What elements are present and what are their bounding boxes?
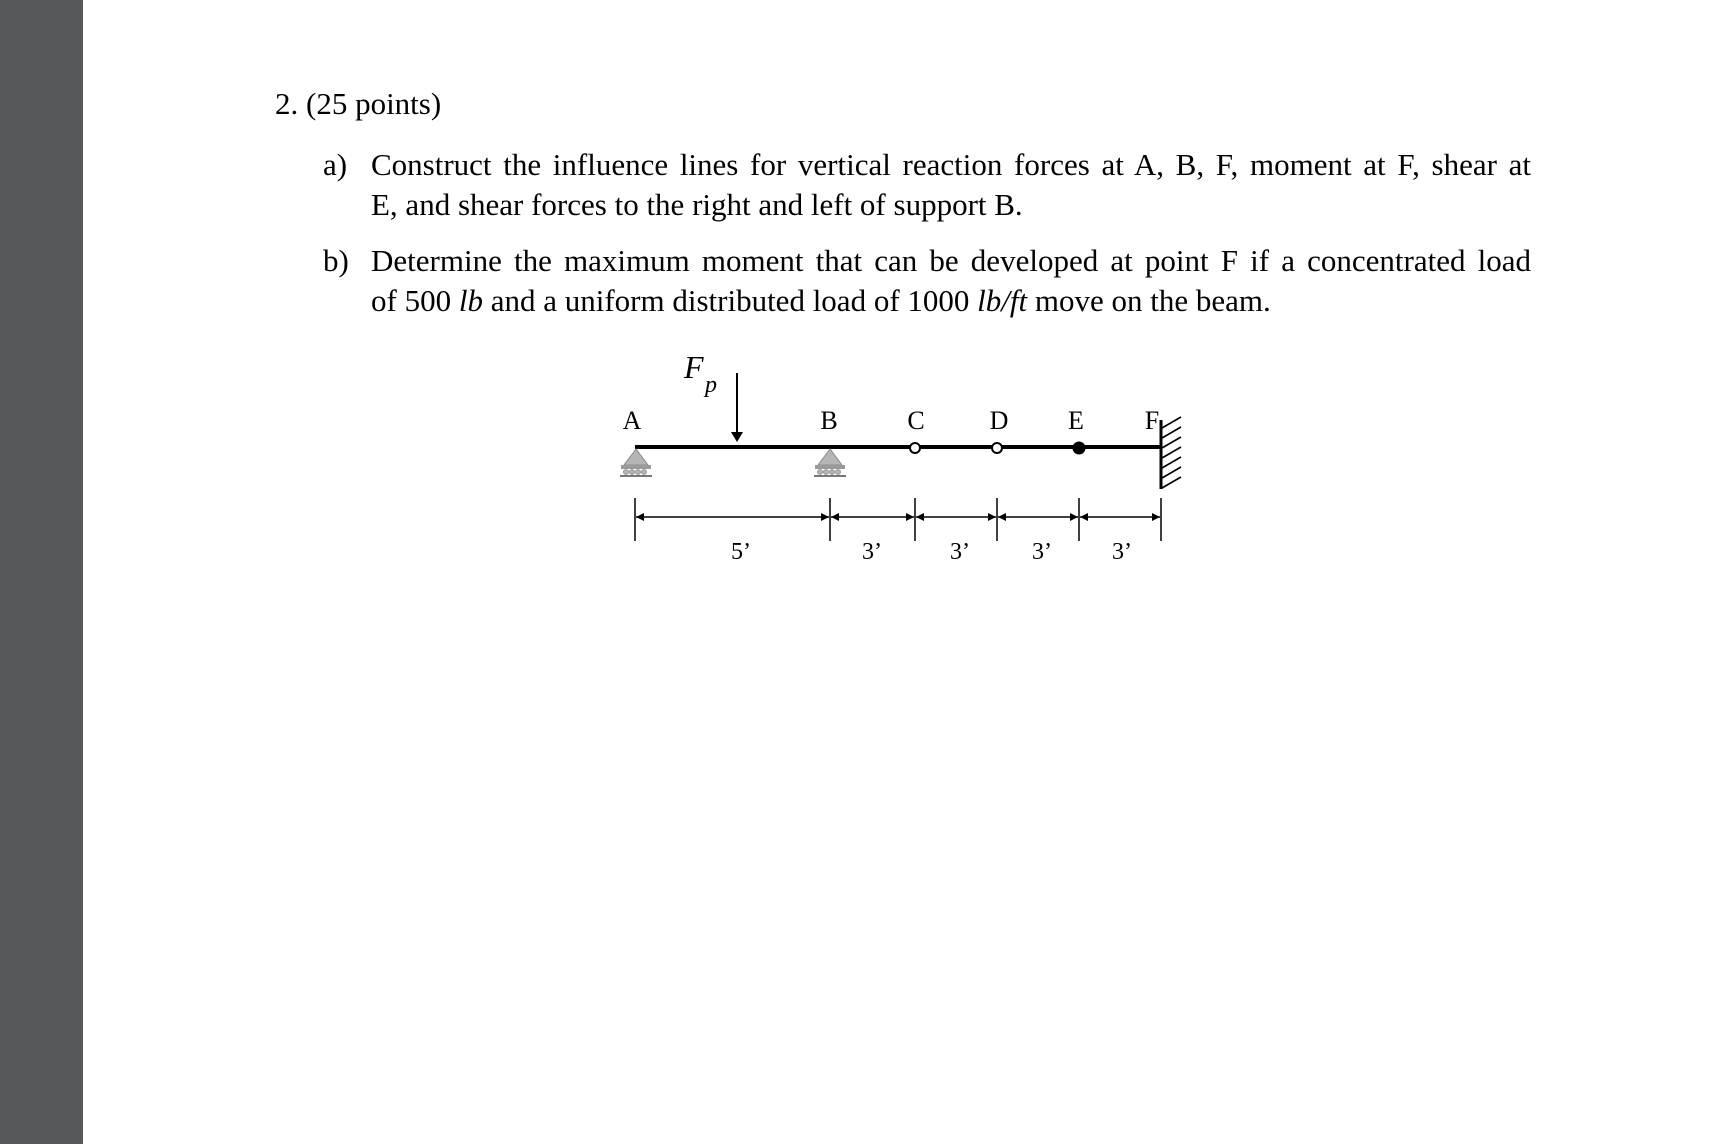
label-C: C [907, 406, 925, 435]
part-a-marker: a) [323, 147, 348, 182]
span-label-BC: 3’ [862, 539, 882, 565]
dimension-lines [635, 498, 1161, 541]
point-E-icon [1073, 442, 1086, 455]
label-D: D [989, 406, 1009, 435]
pin-support-A-icon [620, 449, 652, 476]
span-label-CD: 3’ [950, 539, 970, 565]
roller-support-B-icon [814, 449, 846, 476]
hinge-D-icon [992, 443, 1002, 453]
question-heading: 2. (25 points) [275, 86, 442, 121]
span-label-AB: 5’ [731, 539, 751, 565]
part-b-line-2-start: of 500 [371, 283, 459, 318]
label-F: F [1144, 406, 1160, 435]
part-b-line-2-middle: and a uniform distributed load of 1000 [482, 283, 978, 318]
part-a-line-1: Construct the influence lines for vertical reaction forces at A, B, F, moment at F, shear at [371, 147, 1531, 182]
label-B: B [820, 406, 838, 435]
unit-lb: lb [458, 283, 483, 318]
unit-lb-per-ft: lb/ft [977, 283, 1028, 318]
load-symbol: F [684, 349, 704, 385]
label-A: A [622, 406, 642, 435]
part-b-line-2-end: move on the beam. [1027, 283, 1271, 318]
part-b-line-1: Determine the maximum moment that can be developed at point F if a concentrated load [371, 243, 1531, 278]
hinge-C-icon [910, 443, 920, 453]
load-subscript: p [705, 372, 717, 398]
part-a-line-2: E, and shear forces to the right and left of support B. [371, 187, 1023, 222]
fixed-support-F-icon [1161, 417, 1181, 489]
span-label-DE: 3’ [1032, 539, 1052, 565]
label-E: E [1068, 406, 1084, 435]
span-label-EF: 3’ [1112, 539, 1132, 565]
load-arrow-icon [731, 373, 743, 442]
part-b-marker: b) [323, 243, 349, 278]
